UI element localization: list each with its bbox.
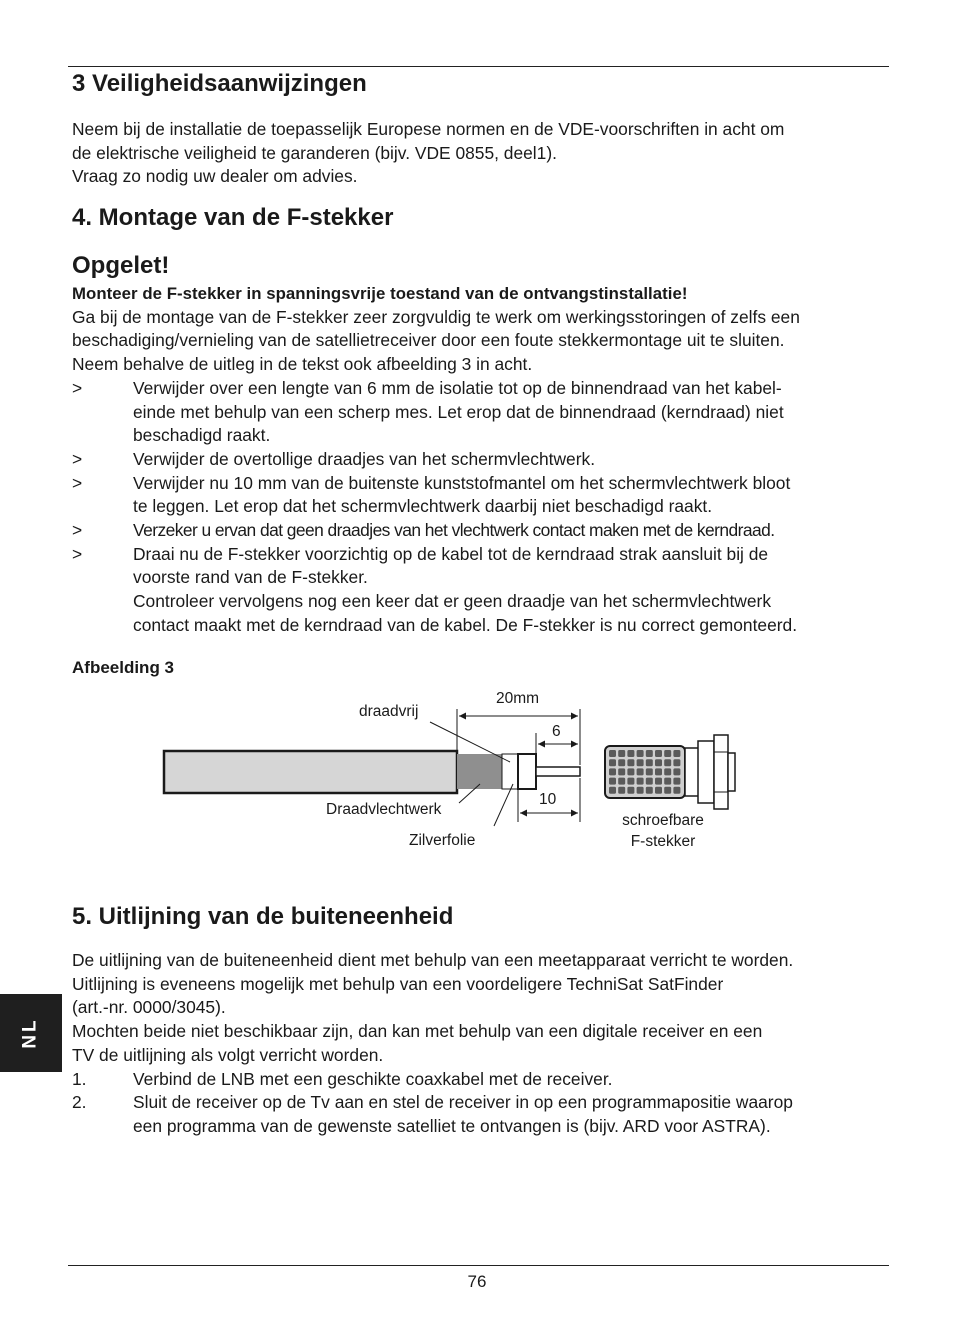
knurl-cell (609, 759, 616, 766)
knurl-cell (618, 750, 625, 757)
label-20mm: 20mm (496, 690, 540, 707)
braid-section (457, 754, 502, 789)
knurl-cell (637, 768, 644, 775)
knurl-cell (637, 778, 644, 785)
page-number: 76 (467, 1272, 487, 1291)
text-line: beschadiging/vernieling van de satellietreceiver door een foute stekkermontage uit te sluiten. (72, 330, 785, 351)
knurl-cell (664, 768, 671, 775)
label-connector-line-1: schroefbare (622, 812, 704, 829)
language-tab-label: NL (19, 1017, 41, 1049)
text-line: Uitlijning is eveneens mogelijk met behulp van een voordeligere TechniSat SatFinder (72, 973, 724, 994)
knurl-cell (673, 759, 680, 766)
knurl-cell (627, 778, 634, 785)
connector-end (728, 753, 735, 791)
knurl-cell (618, 768, 625, 775)
knurl-cell (673, 787, 680, 794)
knurl-cell (673, 750, 680, 757)
knurl-cell (664, 787, 671, 794)
list-marker: > (72, 520, 83, 541)
cable-jacket (164, 751, 457, 793)
text-line: voorste rand van de F-stekker. (133, 567, 368, 588)
text-line: Neem bij de installatie de toepasselijk Europese normen en de VDE-voorschriften in acht om (72, 119, 785, 139)
list-item (72, 1091, 892, 1138)
knurl-cell (618, 787, 625, 794)
knurl-cell (637, 787, 644, 794)
bottom-rule (68, 1265, 889, 1266)
label-6: 6 (552, 723, 561, 740)
knurl-cell (664, 759, 671, 766)
dielectric (518, 754, 536, 789)
knurl-cell (609, 750, 616, 757)
text-line: Controleer vervolgens nog een keer dat er geen draadje van het schermvlechtwerk (133, 591, 772, 612)
knurl-cell (646, 750, 653, 757)
text-line: Verbind de LNB met een geschikte coaxkabel met de receiver. (133, 1068, 613, 1089)
knurl-cell (673, 768, 680, 775)
knurl-cell (637, 759, 644, 766)
label-10: 10 (539, 791, 557, 808)
knurl-cell (627, 787, 634, 794)
list-marker: 1. (72, 1068, 87, 1089)
label-draadvlechtwerk: Draadvlechtwerk (326, 801, 442, 818)
knurl-cell (664, 778, 671, 785)
text-line: einde met behulp van een scherp mes. Let erop dat de binnendraad (kerndraad) niet (133, 401, 784, 422)
warning-heading: Opgelet! (72, 252, 170, 279)
text-line: Mochten beide niet beschikbaar zijn, dan kan met behulp van een digitale receiver en een (72, 1021, 763, 1042)
knurl-cell (618, 778, 625, 785)
knurl-cell (609, 787, 616, 794)
text-line: Verwijder over een lengte van 6 mm de isolatie tot op de binnendraad van het kabel- (133, 377, 782, 398)
connector-hex (714, 735, 728, 809)
text-line: Vraag zo nodig uw dealer om advies. (72, 166, 358, 187)
list-marker: > (72, 448, 83, 469)
text-line: TV de uitlijning als volgt verricht worden. (72, 1044, 384, 1065)
text-line: Verzeker u ervan dat geen draadjes van het vlechtwerk contact maken met de kerndraad. (133, 520, 775, 541)
list-item (72, 1068, 892, 1092)
section-3-heading: 3 Veiligheidsaanwijzingen (72, 70, 367, 97)
text-line: Ga bij de montage van de F-stekker zeer zorgvuldig te werk om werkingsstoringen of zelfs een (72, 306, 800, 327)
language-tab (0, 994, 62, 1072)
text-line: (art.-nr. 0000/3045). (72, 997, 226, 1018)
text-line: De uitlijning van de buiteneenheid dient met behulp van een meetapparaat verricht te worden. (72, 950, 794, 970)
knurl-cell (646, 768, 653, 775)
text-line: Draai nu de F-stekker voorzichtig op de kabel tot de kerndraad strak aansluit bij de (133, 543, 769, 564)
knurl-cell (655, 759, 662, 766)
section-5-heading: 5. Uitlijning van de buiteneenheid (72, 903, 454, 930)
core-wire (536, 767, 580, 776)
text-line: een programma van de gewenste satelliet te ontvangen is (bijv. ARD voor ASTRA). (133, 1115, 771, 1136)
knurl-cell (655, 787, 662, 794)
text-line: Verwijder nu 10 mm van de buitenste kunststofmantel om het schermvlechtwerk bloot (133, 472, 791, 493)
connector-body (685, 748, 699, 796)
section-4-heading: 4. Montage van de F-stekker (72, 204, 394, 231)
connector-collar (698, 741, 714, 803)
cable-drawing (164, 751, 580, 793)
figure-caption: Afbeelding 3 (72, 658, 175, 677)
warning-text: Monteer de F-stekker in spanningsvrije toestand van de ontvangstinstallatie! (72, 284, 688, 303)
label-draadvrij: draadvrij (359, 703, 419, 720)
knurl-cell (655, 750, 662, 757)
knurl-cell (664, 750, 671, 757)
knurl-cell (637, 750, 644, 757)
text-line: beschadigd raakt. (133, 425, 271, 446)
knurl-cell (609, 778, 616, 785)
knurl-cell (655, 768, 662, 775)
text-line: contact maakt met de kerndraad van de kabel. De F-stekker is nu correct gemonteerd. (133, 614, 798, 635)
section-5-body (72, 949, 892, 1139)
text-line: de elektrische veiligheid te garanderen (bijv. VDE 0855, deel1). (72, 142, 557, 163)
label-connector-line-2: F-stekker (630, 833, 696, 850)
knurl-cell (609, 768, 616, 775)
f-connector (605, 735, 735, 809)
connector-nut (605, 746, 685, 798)
knurl-cell (618, 759, 625, 766)
knurl-cell (646, 787, 653, 794)
knurl-cell (646, 778, 653, 785)
text-line: Neem behalve de uitleg in de tekst ook afbeelding 3 in acht. (72, 354, 533, 375)
knurl-cell (646, 759, 653, 766)
knurl-cell (627, 750, 634, 757)
text-line: Verwijder de overtollige draadjes van het schermvlechtwerk. (133, 448, 596, 469)
knurl-cell (673, 778, 680, 785)
list-marker: > (72, 472, 83, 493)
text-line: Sluit de receiver op de Tv aan en stel de receiver in op een programmapositie waarop (133, 1092, 793, 1113)
list-marker: 2. (72, 1092, 87, 1113)
knurl-cell (627, 759, 634, 766)
list-marker: > (72, 377, 83, 398)
text-line: te leggen. Let erop dat het schermvlechtwerk daarbij niet beschadigd raakt. (133, 496, 713, 517)
label-zilverfolie: Zilverfolie (409, 832, 476, 849)
list-marker: > (72, 543, 83, 564)
knurl-cell (655, 778, 662, 785)
knurl-cell (627, 768, 634, 775)
